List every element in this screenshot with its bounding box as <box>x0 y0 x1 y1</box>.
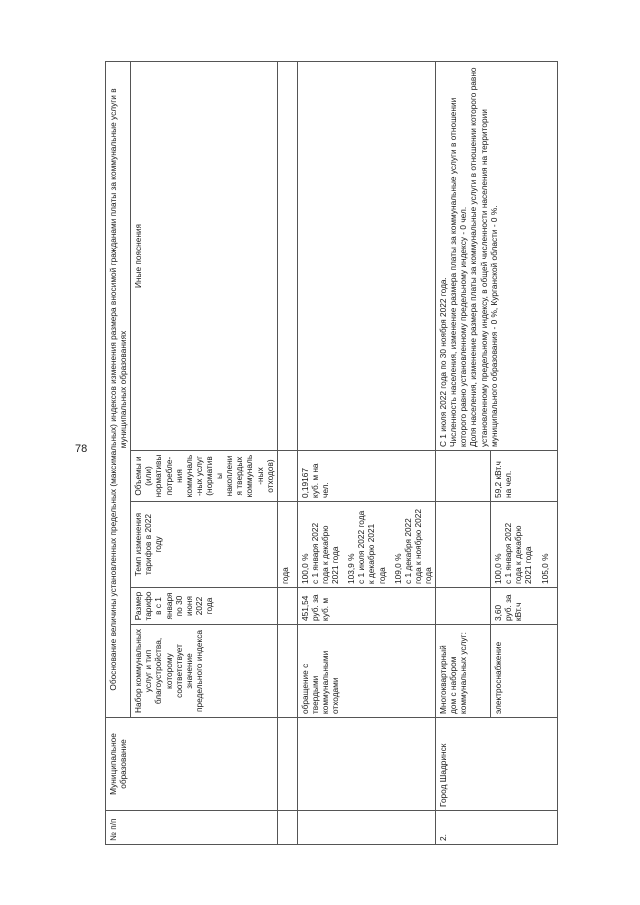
rate-tail: года <box>277 502 297 588</box>
rotated-table-wrapper <box>105 61 601 845</box>
table-title-row <box>106 62 131 845</box>
waste-tariff: 451,54 руб. за куб. м <box>297 588 435 625</box>
waste-rate-3: 109,0 % <box>392 553 403 584</box>
index-justification-table <box>105 61 558 845</box>
services-set-header: Набор коммунальных услуг и тип благоустройства, которому соответствует значение предельного индекса <box>131 625 278 718</box>
waste-rate-1: 100,0 % <box>299 553 310 584</box>
tariff-size-header: Размер тарифов с 1 января по 30 июня 2022 года <box>131 588 278 625</box>
waste-rate-2: 103,9 % <box>346 553 357 584</box>
waste-volume: 0,19167 куб. м на чел. <box>297 451 435 502</box>
table-row <box>277 62 297 845</box>
table-row <box>436 62 491 845</box>
waste-rate-1-desc: с 1 января 2022 года к декабрю 2021 года <box>309 522 341 584</box>
table-title: Обоснование величины установленных предельных (максимальных) индексов изменения размера вносимой гражданами платы за коммунальные услуги в муниципальных образованиях <box>106 62 131 718</box>
municipality-header: Муниципальное образование <box>106 718 278 811</box>
waste-service: обращение с твердыми коммунальными отходами <box>297 625 435 718</box>
row-2-municipality: Город Шадринск <box>436 718 558 811</box>
electric-rate-1-desc: с 1 января 2022 года к декабрю 2021 года <box>503 522 534 584</box>
page-number: 78 <box>75 443 88 455</box>
electric-volume: 59,2 кВт.ч на чел. <box>491 451 558 502</box>
table-row <box>297 62 435 845</box>
notes-header: Иные пояснения <box>131 62 278 451</box>
electric-rate-1: 100,0 % <box>493 553 504 584</box>
tariff-rate-header: Темп изменения тарифов в 2022 году <box>131 502 278 588</box>
waste-rate-2-desc: с 1 июля 2022 года к декабрю 2021 года <box>356 510 387 584</box>
volumes-header: Объемы и (или) нормативы потребле-ния коммуналь-ных услуг (нормативы накопления твердых коммуналь-ных отходов) <box>131 451 278 502</box>
electric-rate <box>491 502 558 588</box>
row-2-service: Многоквартирный дом с набором коммунальных услуг: <box>436 625 491 718</box>
row-2-notes: С 1 июля 2022 года по 30 ноября 2022 года. Численность населения, изменение размера платы за коммунальные услуги в отношении которого равно установленному предельному индексу - 0 чел. Доля населения, изменение размера платы за коммунальные услуги в отношении которого равно установленному предельному индексу, в общей численности населения на территории муниципального образования - 0 %, Курганской области - 0 %. <box>436 62 558 451</box>
electric-service: электроснабжение <box>491 625 558 718</box>
num-header: № п/п <box>106 811 278 845</box>
waste-rate <box>297 502 435 588</box>
electric-tariff: 3,60 руб. за кВт.ч <box>491 588 558 625</box>
row-2-num: 2. <box>436 811 558 845</box>
electric-rate-2: 105,0 % <box>539 553 550 584</box>
waste-rate-3-desc: с 1 декабря 2022 года к ноябрю 2022 года <box>402 508 433 584</box>
